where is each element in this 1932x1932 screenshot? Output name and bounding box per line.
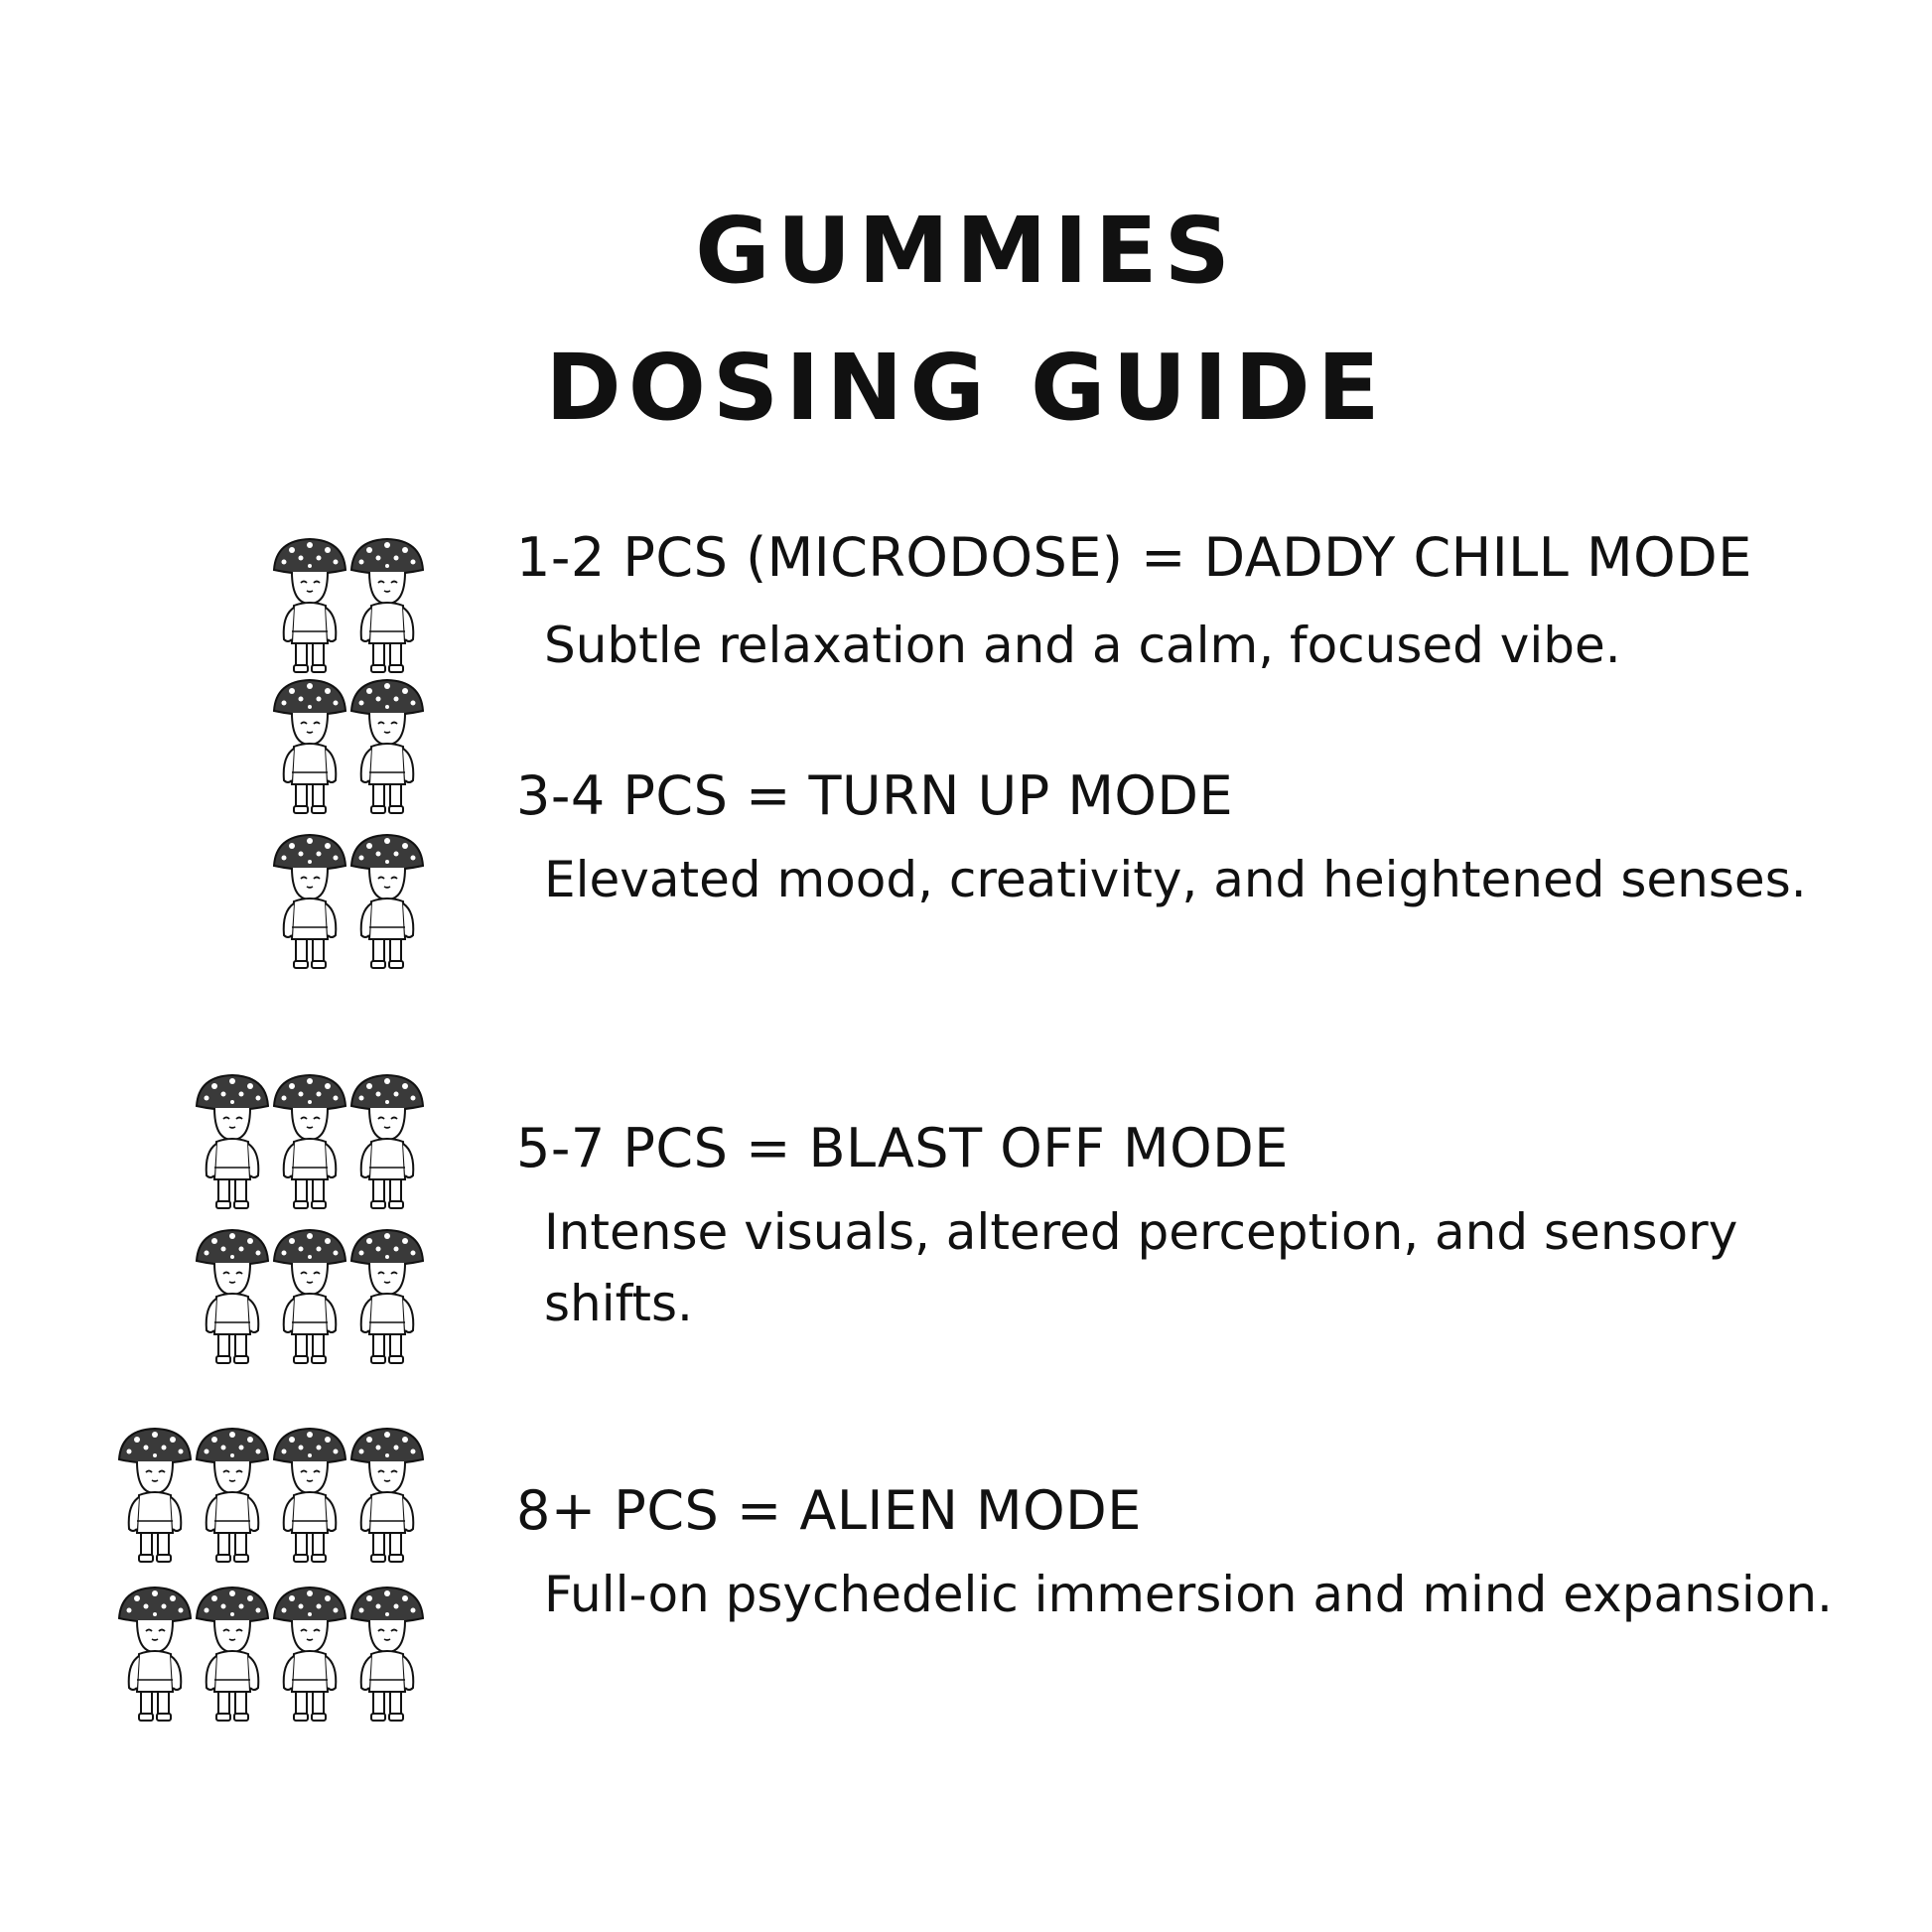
mushroom-character-icon [193,1426,272,1565]
mushroom-character-icon [270,1585,349,1724]
mushroom-character-icon [270,1072,349,1211]
page-title-line2: DOSING GUIDE [545,335,1387,441]
dose-heading: 8+ PCS = ALIEN MODE [516,1479,1142,1542]
mushroom-character-icon [115,1426,195,1565]
dose-description: Full-on psychedelic immersion and mind expansion. [544,1566,1833,1623]
page-title-line1: GUMMIES [695,198,1237,304]
mushroom-character-icon [270,677,349,816]
mushroom-character-icon [347,1072,427,1211]
mushroom-character-icon [193,1227,272,1366]
mushroom-character-icon [270,1426,349,1565]
mushroom-character-icon [270,832,349,971]
mushroom-character-icon [193,1072,272,1211]
mushroom-character-icon [347,1227,427,1366]
mushroom-character-icon [347,1585,427,1724]
mushroom-character-icon [347,677,427,816]
dose-description: Subtle relaxation and a calm, focused vibe. [544,617,1621,674]
dose-heading: 1-2 PCS (MICRODOSE) = DADDY CHILL MODE [516,526,1752,589]
mushroom-character-icon [270,536,349,675]
dose-description: Intense visuals, altered perception, and sensory shifts. [544,1203,1738,1332]
mushroom-character-icon [115,1585,195,1724]
mushroom-character-icon [193,1585,272,1724]
mushroom-character-icon [347,536,427,675]
mushroom-character-icon [347,1426,427,1565]
mushroom-character-icon [270,1227,349,1366]
dose-heading: 5-7 PCS = BLAST OFF MODE [516,1117,1289,1179]
dose-heading: 3-4 PCS = TURN UP MODE [516,764,1234,827]
dose-description: Elevated mood, creativity, and heightened senses. [544,851,1807,908]
mushroom-character-icon [347,832,427,971]
